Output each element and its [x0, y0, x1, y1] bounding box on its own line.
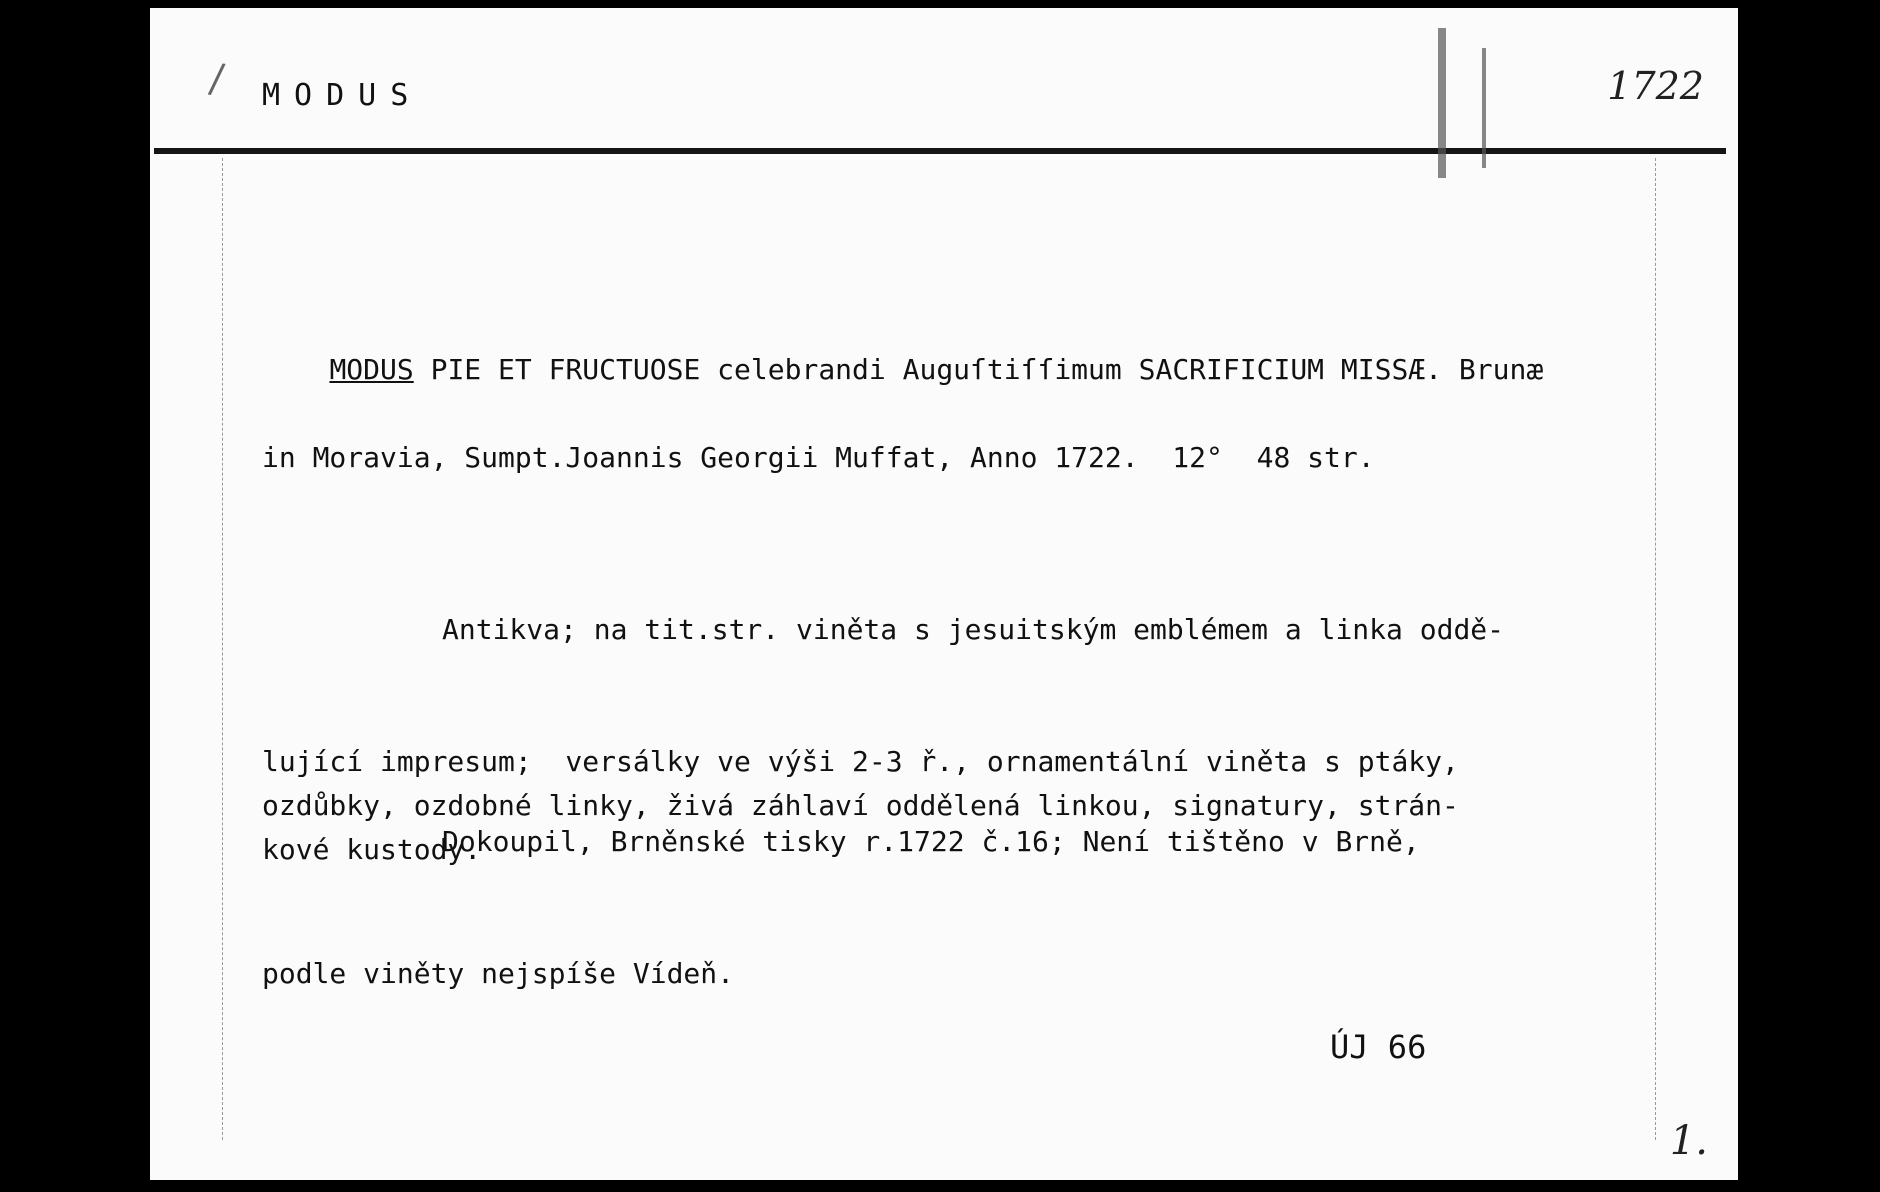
scan-mark: [1482, 48, 1486, 168]
pencil-mark: /: [206, 55, 227, 103]
header-rule: [154, 148, 1726, 154]
catalog-card: [150, 8, 1738, 1180]
note: [262, 732, 1682, 1084]
record-title: PIE ET FRUCTUOSE celebrandi Auguſtiſſimum SACRIFICIUM MISSÆ. Brunæ: [413, 353, 1544, 386]
record-imprint: in Moravia, Sumpt.Joannis Georgii Muffat, Anno 1722. 12° 48 str.: [262, 441, 1375, 474]
note-continuation: podle viněty nejspíše Vídeň.: [262, 957, 735, 990]
card-heading: MODUS: [262, 78, 423, 113]
record-title-first-word: MODUS: [329, 353, 414, 386]
scan-mark: [1438, 28, 1446, 178]
description-continuation: lující impresum; versálky ve výši 2-3 ř., ornamentální viněta s ptáky, ozdůbky, ozdobné linky, živá záhlaví oddělená linkou, signatury, strán- kové kustody.: [262, 745, 1459, 866]
shelf-signature: ÚJ 66: [1330, 1028, 1427, 1066]
card-number: 1.: [1669, 1118, 1708, 1164]
handwritten-year: 1722: [1607, 64, 1704, 108]
left-margin-line: [222, 158, 223, 1140]
description-line: Antikva; na tit.str. viněta s jesuitským emblémem a linka oddě-: [442, 613, 1505, 646]
note-line: Dokoupil, Brněnské tisky r.1722 č.16; Není tištěno v Brně,: [442, 825, 1420, 858]
